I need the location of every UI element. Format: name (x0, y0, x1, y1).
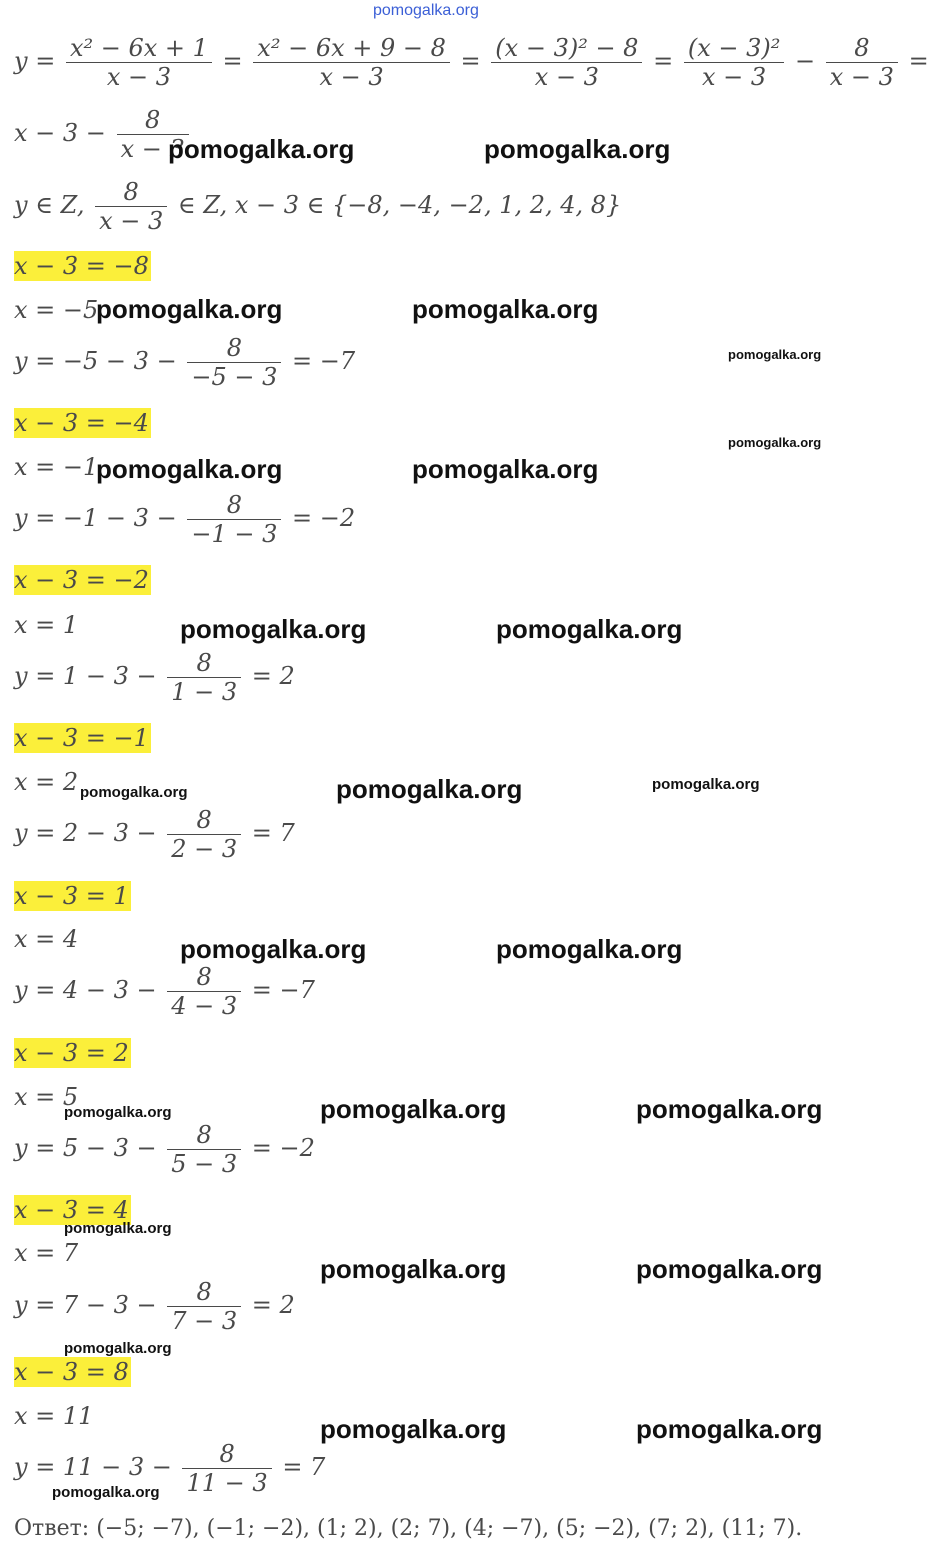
watermark: pomogalka.org (180, 614, 367, 644)
case-y-equation: y = 5 − 3 − $\frac{8}{5 - 3}$ = −2 (14, 1121, 315, 1178)
case-condition: x − 3 = −1 (14, 724, 149, 752)
header-watermark[interactable]: pomogalka.org (373, 2, 479, 19)
case-x-value: x = 5 (14, 1083, 79, 1111)
watermark: pomogalka.org (320, 1254, 507, 1284)
case-x-value: x = −1 (14, 453, 99, 481)
case-x-value: x = 11 (14, 1402, 94, 1430)
watermark: pomogalka.org (52, 1484, 160, 1501)
watermark: pomogalka.org (64, 1340, 172, 1357)
case-condition: x − 3 = 2 (14, 1039, 129, 1067)
watermark: pomogalka.org (728, 435, 822, 450)
answer-line: Ответ: (−5; −7), (−1; −2), (1; 2), (2; 7), (4; −7), (5; −2), (7; 2), (11; 7). (14, 1516, 803, 1541)
case-condition: x − 3 = 1 (14, 882, 129, 910)
case-condition: x − 3 = −8 (14, 252, 149, 280)
case-x-value: x = −5 (14, 296, 99, 324)
equation-1: y = $\frac{\text{x² − 6x + 1}}{x - 3}$ = $\frac{\text{x² − 6x + 9 − 8}}{x - 3}$ = $\frac{\text{(x − 3)² − 8}}{x - 3}$ = $\frac{\text{(x − 3)²}}{x - 3}$ − $\frac{8}{x - 3}$ = (14, 34, 929, 91)
watermark: pomogalka.org (412, 454, 599, 484)
watermark: pomogalka.org (80, 784, 188, 801)
watermark: pomogalka.org (320, 1094, 507, 1124)
case-x-value: x = 7 (14, 1239, 79, 1267)
watermark: pomogalka.org (64, 1220, 172, 1237)
equation-3: y ∈ Z, $\frac{8}{x - 3}$ ∈ Z, x − 3 ∈ {−8, −4, −2, 1, 2, 4, 8} (14, 178, 622, 235)
watermark: pomogalka.org (652, 776, 760, 793)
case-x-value: x = 1 (14, 611, 79, 639)
case-x-value: x = 2 (14, 768, 79, 796)
case-y-equation: y = −5 − 3 − $\frac{8}{-5 - 3}$ = −7 (14, 334, 356, 391)
equation-2: x − 3 − $\frac{8}{x - 3}$ (14, 108, 192, 161)
case-y-equation: y = −1 − 3 − $\frac{8}{-1 - 3}$ = −2 (14, 491, 356, 548)
case-condition: x − 3 = −4 (14, 409, 149, 437)
watermark: pomogalka.org (636, 1254, 823, 1284)
watermark: pomogalka.org (96, 454, 283, 484)
case-condition: x − 3 = 8 (14, 1358, 129, 1386)
watermark: pomogalka.org (64, 1104, 172, 1121)
watermark: pomogalka.org (320, 1414, 507, 1444)
watermark: pomogalka.org (496, 934, 683, 964)
watermark: pomogalka.org (96, 294, 283, 324)
case-condition: x − 3 = −2 (14, 566, 149, 594)
case-y-equation: y = 7 − 3 − $\frac{8}{7 - 3}$ = 2 (14, 1278, 295, 1335)
case-x-value: x = 4 (14, 925, 79, 953)
case-y-equation: y = 4 − 3 − $\frac{8}{4 - 3}$ = −7 (14, 963, 315, 1020)
watermark: pomogalka.org (636, 1414, 823, 1444)
case-condition: x − 3 = 4 (14, 1196, 129, 1224)
case-y-equation: y = 11 − 3 − $\frac{8}{11 - 3}$ = 7 (14, 1440, 326, 1497)
watermark: pomogalka.org (496, 614, 683, 644)
watermark: pomogalka.org (412, 294, 599, 324)
watermark: pomogalka.org (728, 347, 822, 362)
watermark: pomogalka.org (484, 134, 671, 164)
watermark: pomogalka.org (336, 774, 523, 804)
watermark: pomogalka.org (168, 134, 355, 164)
watermark: pomogalka.org (180, 934, 367, 964)
case-y-equation: y = 1 − 3 − $\frac{8}{1 - 3}$ = 2 (14, 649, 295, 706)
watermark: pomogalka.org (636, 1094, 823, 1124)
case-y-equation: y = 2 − 3 − $\frac{8}{2 - 3}$ = 7 (14, 806, 295, 863)
